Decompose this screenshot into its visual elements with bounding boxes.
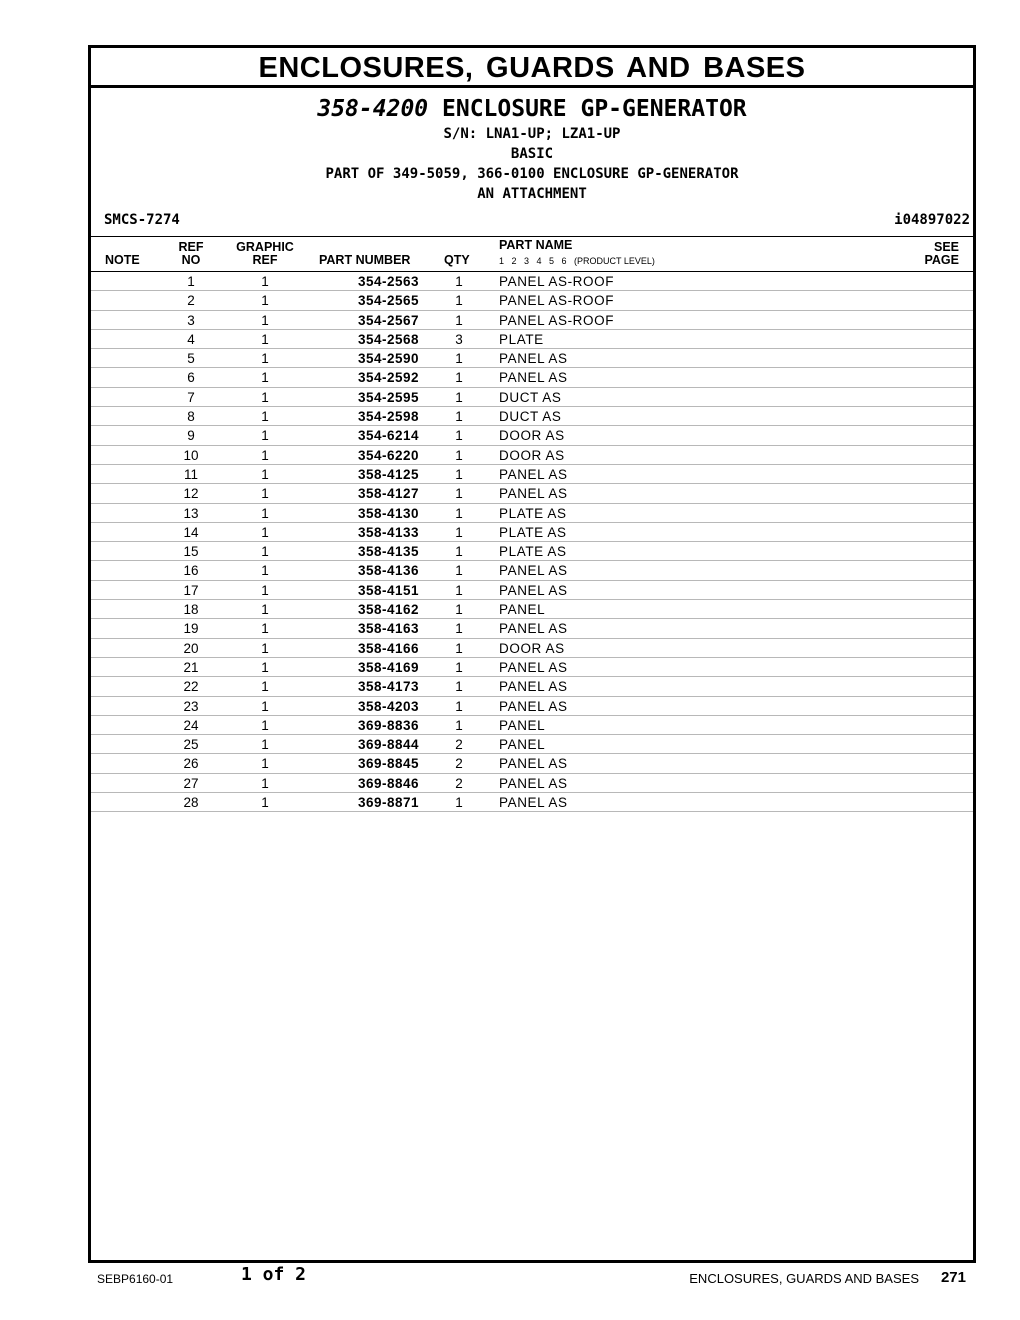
ref-no: 16 <box>183 563 199 579</box>
qty: 1 <box>455 640 463 656</box>
graphic-ref: 1 <box>261 582 269 598</box>
table-row <box>91 388 973 407</box>
qty: 1 <box>455 698 463 714</box>
table-row <box>91 716 973 735</box>
product-level: BASIC <box>510 146 554 162</box>
table-row <box>91 658 973 677</box>
col-note: NOTE <box>105 253 140 267</box>
ref-no: 8 <box>187 409 195 425</box>
col-graphic-top: GRAPHIC <box>236 240 294 254</box>
qty: 1 <box>455 659 463 675</box>
table-row <box>91 504 973 523</box>
part-name: DOOR AS <box>499 428 565 444</box>
ref-no: 15 <box>183 544 199 560</box>
part-number: 358-4151 <box>357 582 419 598</box>
col-part-number: PART NUMBER <box>319 253 411 267</box>
graphic-ref: 1 <box>261 370 269 386</box>
table-row <box>91 272 973 291</box>
ref-no: 17 <box>183 582 199 598</box>
graphic-ref: 1 <box>261 428 269 444</box>
ref-no: 4 <box>187 331 195 347</box>
qty: 1 <box>455 582 463 598</box>
part-number: 369-8836 <box>357 717 419 733</box>
graphic-ref: 1 <box>261 524 269 540</box>
qty: 1 <box>455 293 463 309</box>
table-row <box>91 735 973 754</box>
part-number: 358-4169 <box>357 659 419 675</box>
table-row <box>91 793 973 812</box>
graphic-ref: 1 <box>261 602 269 618</box>
col-qty: QTY <box>444 253 470 267</box>
part-name: PANEL AS <box>499 698 568 714</box>
footer-section: ENCLOSURES, GUARDS AND BASES <box>689 1271 919 1286</box>
graphic-ref: 1 <box>261 679 269 695</box>
qty: 1 <box>455 447 463 463</box>
graphic-ref: 1 <box>261 466 269 482</box>
group-title <box>91 94 973 124</box>
part-name: DOOR AS <box>499 640 565 656</box>
col-graphic-bottom: REF <box>252 253 278 267</box>
part-name: PANEL AS-ROOF <box>499 274 615 289</box>
part-number: 358-4133 <box>357 524 419 540</box>
part-name: PANEL AS <box>499 775 568 791</box>
col-see-top: SEE <box>933 240 959 254</box>
ref-no: 9 <box>187 428 195 444</box>
part-number: 358-4162 <box>357 602 419 618</box>
part-name: PANEL AS <box>499 582 568 598</box>
ref-no: 12 <box>183 486 199 502</box>
table-row <box>91 542 973 561</box>
part-number: 358-4130 <box>357 505 419 521</box>
part-number: 369-8844 <box>357 737 419 753</box>
table-row <box>91 291 973 310</box>
col-product-levels: 1 2 3 4 5 6 (PRODUCT LEVEL) <box>499 256 655 266</box>
col-see-bottom: PAGE <box>924 253 959 267</box>
ref-no: 24 <box>183 717 199 733</box>
part-number: 354-2592 <box>357 370 419 386</box>
col-ref-bottom: NO <box>181 253 201 267</box>
ref-no: 7 <box>187 389 195 405</box>
table-row <box>91 639 973 658</box>
part-number: 358-4135 <box>357 544 419 560</box>
ref-no: 2 <box>187 293 195 309</box>
part-name: PANEL AS <box>499 679 568 695</box>
ref-no: 20 <box>183 640 199 656</box>
part-number: 354-2565 <box>357 293 419 309</box>
ref-no: 21 <box>183 659 199 675</box>
table-row <box>91 426 973 445</box>
graphic-ref: 1 <box>261 312 269 328</box>
ref-no: 26 <box>183 756 199 772</box>
graphic-ref: 1 <box>261 756 269 772</box>
part-name: DUCT AS <box>499 409 562 425</box>
ref-no: 28 <box>183 795 199 811</box>
table-row <box>91 368 973 387</box>
ref-no: 19 <box>183 621 199 637</box>
graphic-ref: 1 <box>261 389 269 405</box>
ref-no: 22 <box>183 679 199 695</box>
table-row <box>91 581 973 600</box>
attachment-line: AN ATTACHMENT <box>477 186 587 202</box>
part-number: 354-2563 <box>357 274 419 289</box>
graphic-ref: 1 <box>261 717 269 733</box>
graphic-ref: 1 <box>261 795 269 811</box>
table-row <box>91 523 973 542</box>
table-row <box>91 697 973 716</box>
graphic-ref: 1 <box>261 486 269 502</box>
ref-no: 11 <box>183 466 198 482</box>
part-name: PANEL AS-ROOF <box>499 312 615 328</box>
part-name: PANEL AS-ROOF <box>499 293 615 309</box>
qty: 1 <box>455 563 463 579</box>
column-headers <box>91 237 973 272</box>
qty: 1 <box>455 389 463 405</box>
qty: 2 <box>455 756 463 772</box>
table-row <box>91 561 973 580</box>
graphic-ref: 1 <box>261 351 269 367</box>
part-name: PANEL AS <box>499 486 568 502</box>
qty: 1 <box>455 466 463 482</box>
part-of-line: PART OF 349-5059, 366-0100 ENCLOSURE GP-GENERATOR <box>325 166 739 182</box>
qty: 1 <box>455 312 463 328</box>
part-number: 358-4203 <box>357 698 419 714</box>
qty: 1 <box>455 795 463 811</box>
ref-no: 10 <box>183 447 199 463</box>
graphic-ref: 1 <box>261 775 269 791</box>
part-name: PLATE <box>499 331 544 347</box>
footer-page-number: 271 <box>940 1269 966 1286</box>
qty: 2 <box>455 737 463 753</box>
group-header <box>91 88 973 237</box>
graphic-ref: 1 <box>261 659 269 675</box>
graphic-ref: 1 <box>261 544 269 560</box>
qty: 1 <box>455 602 463 618</box>
qty: 1 <box>455 370 463 386</box>
part-number: 358-4125 <box>357 466 419 482</box>
qty: 1 <box>455 621 463 637</box>
graphic-ref: 1 <box>261 563 269 579</box>
graphic-ref: 1 <box>261 640 269 656</box>
qty: 1 <box>455 717 463 733</box>
qty: 1 <box>455 428 463 444</box>
graphic-ref: 1 <box>261 331 269 347</box>
qty: 1 <box>455 505 463 521</box>
group-part-number: 358-4200 <box>317 96 429 122</box>
qty: 3 <box>455 331 463 347</box>
part-number: 354-2567 <box>357 312 419 328</box>
part-number: 358-4163 <box>357 621 419 637</box>
graphic-ref: 1 <box>261 698 269 714</box>
ref-no: 3 <box>187 312 195 328</box>
part-name: PANEL AS <box>499 466 568 482</box>
part-number: 369-8845 <box>357 756 419 772</box>
ref-no: 18 <box>183 602 199 618</box>
part-number: 354-2595 <box>357 389 419 405</box>
table-row <box>91 465 973 484</box>
part-number: 358-4127 <box>357 486 419 502</box>
table-row <box>91 330 973 349</box>
part-name: PANEL AS <box>499 563 568 579</box>
part-number: 369-8871 <box>357 795 419 811</box>
graphic-ref: 1 <box>261 505 269 521</box>
part-name: PANEL AS <box>499 370 568 386</box>
part-name: PANEL <box>499 737 546 753</box>
table-row <box>91 311 973 330</box>
part-name: PANEL AS <box>499 795 568 811</box>
part-name: PLATE AS <box>499 505 567 521</box>
graphic-ref: 1 <box>261 274 269 289</box>
part-name: PLATE AS <box>499 524 567 540</box>
part-number: 354-6214 <box>357 428 419 444</box>
part-number: 358-4173 <box>357 679 419 695</box>
part-name: PANEL <box>499 602 546 618</box>
smcs-code: SMCS-7274 <box>104 212 180 228</box>
qty: 1 <box>455 274 463 289</box>
ref-no: 25 <box>183 737 199 753</box>
part-number: 358-4166 <box>357 640 419 656</box>
ref-no: 13 <box>183 505 199 521</box>
ref-no: 14 <box>183 524 199 540</box>
table-row <box>91 407 973 426</box>
part-name: PANEL AS <box>499 351 568 367</box>
part-number: 354-2590 <box>357 351 419 367</box>
graphic-ref: 1 <box>261 293 269 309</box>
ref-no: 23 <box>183 698 199 714</box>
footer-doc-number: SEBP6160-01 <box>97 1272 174 1286</box>
qty: 1 <box>455 679 463 695</box>
illustration-id: i04897022 <box>894 212 970 228</box>
page-footer <box>0 1266 1020 1290</box>
qty: 1 <box>455 486 463 502</box>
page-frame <box>88 45 976 1263</box>
section-title: ENCLOSURES, GUARDS AND BASES <box>91 48 973 88</box>
part-name: DOOR AS <box>499 447 565 463</box>
graphic-ref: 1 <box>261 737 269 753</box>
group-part-name: ENCLOSURE GP-GENERATOR <box>442 96 747 122</box>
qty: 1 <box>455 351 463 367</box>
part-name: PLATE AS <box>499 544 567 560</box>
qty: 1 <box>455 544 463 560</box>
col-part-name: PART NAME <box>499 238 573 252</box>
table-row <box>91 619 973 638</box>
qty: 1 <box>455 524 463 540</box>
part-number: 358-4136 <box>357 563 419 579</box>
table-row <box>91 349 973 368</box>
graphic-ref: 1 <box>261 621 269 637</box>
ref-no: 6 <box>187 370 195 386</box>
qty: 1 <box>455 409 463 425</box>
parts-list <box>91 272 973 812</box>
qty: 2 <box>455 775 463 791</box>
serial-range: S/N: LNA1-UP; LZA1-UP <box>443 126 621 142</box>
footer-page-of: 1 of 2 <box>241 1264 307 1285</box>
table-row <box>91 677 973 696</box>
ref-no: 1 <box>187 274 195 289</box>
graphic-ref: 1 <box>261 409 269 425</box>
part-name: PANEL AS <box>499 756 568 772</box>
table-row <box>91 484 973 503</box>
graphic-ref: 1 <box>261 447 269 463</box>
table-row <box>91 446 973 465</box>
col-ref-top: REF <box>178 240 204 254</box>
part-name: PANEL AS <box>499 659 568 675</box>
part-name: PANEL AS <box>499 621 568 637</box>
part-number: 354-2568 <box>357 331 419 347</box>
ref-no: 5 <box>187 351 195 367</box>
part-number: 354-6220 <box>357 447 419 463</box>
part-name: DUCT AS <box>499 389 562 405</box>
table-row <box>91 754 973 773</box>
part-number: 369-8846 <box>357 775 419 791</box>
ref-no: 27 <box>183 775 199 791</box>
table-row <box>91 600 973 619</box>
table-row <box>91 774 973 793</box>
part-number: 354-2598 <box>357 409 419 425</box>
part-name: PANEL <box>499 717 546 733</box>
